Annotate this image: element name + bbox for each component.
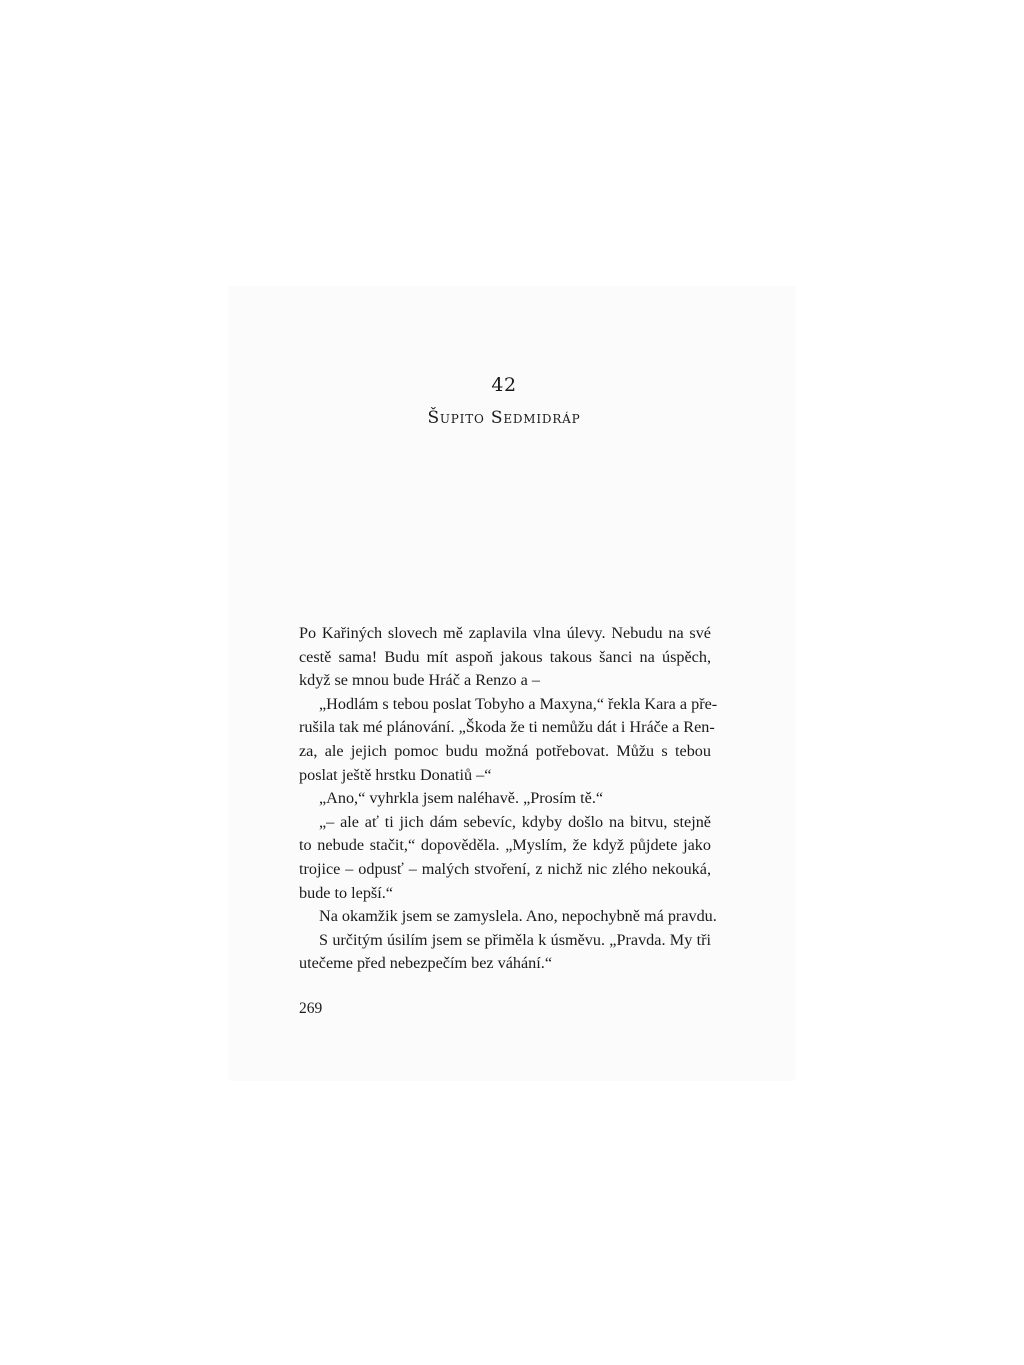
text-line: Po Kařiných slovech mě zaplavila vlna úlevy. Nebudu na své [299,624,711,642]
text-line: poslat ještě hrstku Donatiů –“ [299,765,492,784]
text-line: „Ano,“ vyhrkla jsem naléhavě. „Prosím tě.“ [319,789,604,808]
text-line: rušila tak mé plánování. „Škoda že ti nemůžu dát i Hráče a Ren- [299,718,715,737]
text-line: utečeme před nebezpečím bez váhání.“ [299,954,553,973]
text-line: „Hodlám s tebou poslat Tobyho a Maxyna,“ řekla Kara a pře- [319,694,718,713]
chapter-title: Šupito Sedmidráp [427,408,581,428]
text-line: S určitým úsilím jsem se přiměla k úsměvu. „Pravda. My tři [319,930,711,949]
text-line: Na okamžik jsem se zamyslela. Ano, nepochybně má pravdu. [319,907,717,926]
page-number: 269 [299,1000,323,1017]
text-line: to nebude stačit,“ dopověděla. „Myslím, že když půjdete jako [299,836,711,855]
body-text [299,622,718,976]
text-line: „– ale ať ti jich dám sebevíc, kdyby došlo na bitvu, stejně [319,812,711,831]
chapter-number: 42 [491,374,517,396]
text-line: bude to lepší.“ [299,883,393,902]
text-line: trojice – odpusť – malých stvoření, z nichž nic zlého nekouká, [299,859,711,878]
text-line: cestě sama! Budu mít aspoň jakous takous šanci na úspěch, [299,647,711,666]
text-line: když se mnou bude Hráč a Renzo a – [299,671,540,690]
text-line: za, ale jejich pomoc budu možná potřebovat. Můžu s tebou [299,741,711,760]
